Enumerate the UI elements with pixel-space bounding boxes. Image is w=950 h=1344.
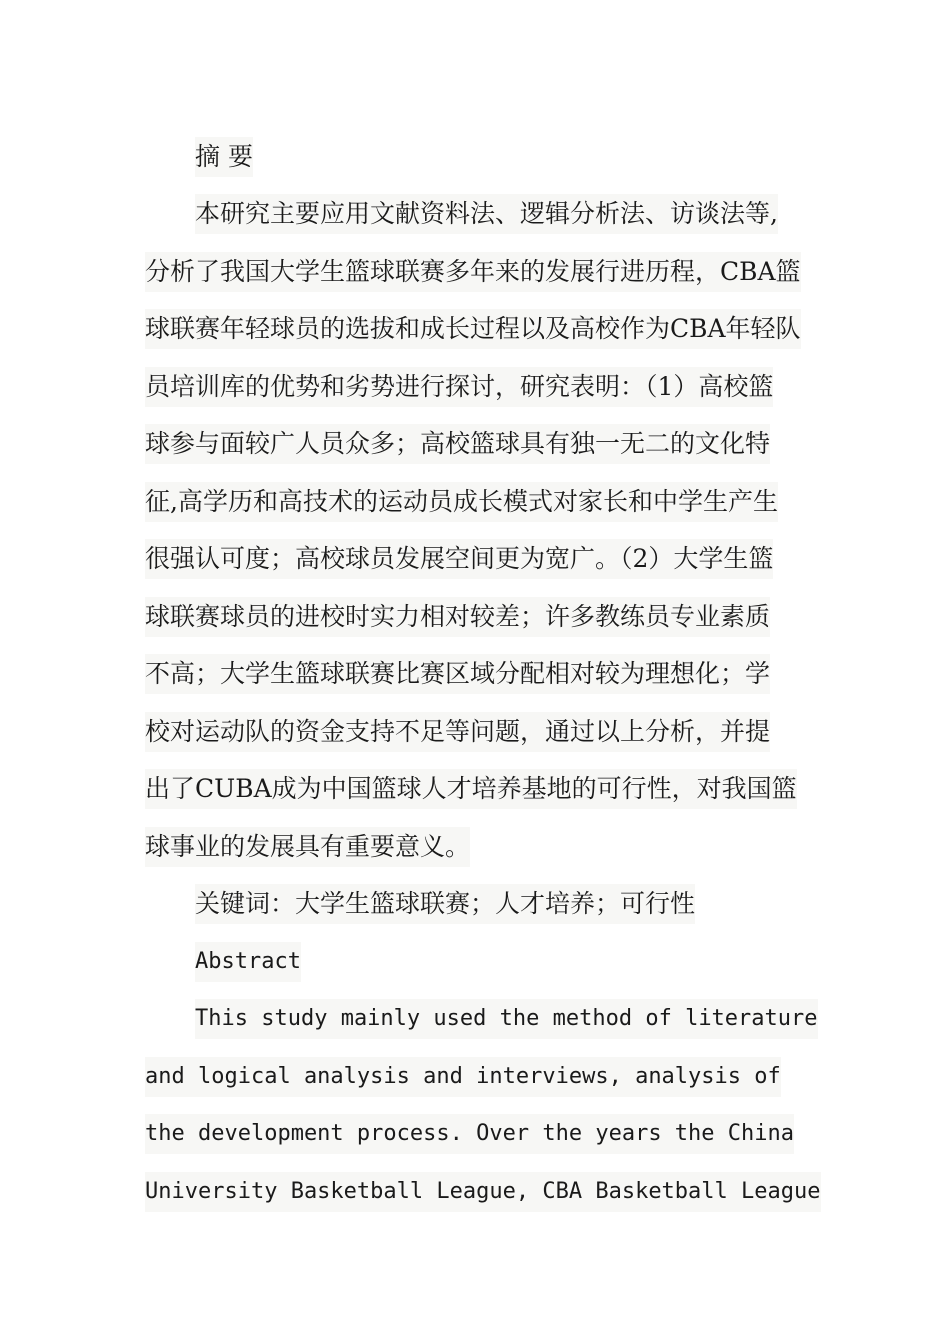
abstract-en-line-4: University Basketball League, CBA Basketball League [145,1172,821,1212]
abstract-heading-cn: 摘 要 [195,137,253,177]
abstract-en-line-1: This study mainly used the method of literature [195,999,818,1039]
abstract-cn-line-5: 球参与面较广人员众多；高校篮球具有独一无二的文化特 [145,424,770,464]
abstract-cn-line-3: 球联赛年轻球员的选拔和成长过程以及高校作为CBA年轻队 [145,309,801,349]
keywords-cn: 关键词：大学生篮球联赛；人才培养；可行性 [195,884,695,924]
abstract-heading-en: Abstract [195,942,301,982]
abstract-cn-line-10: 校对运动队的资金支持不足等问题，通过以上分析，并提 [145,712,770,752]
abstract-cn-line-2: 分析了我国大学生篮球联赛多年来的发展行进历程，CBA篮 [145,252,801,292]
abstract-cn-line-11: 出了CUBA成为中国篮球人才培养基地的可行性，对我国篮 [145,769,797,809]
abstract-cn-line-6: 征,高学历和高技术的运动员成长模式对家长和中学生产生 [145,482,778,522]
abstract-cn-line-4: 员培训库的优势和劣势进行探讨，研究表明：（1）高校篮 [145,367,773,407]
abstract-cn-line-8: 球联赛球员的进校时实力相对较差；许多教练员专业素质 [145,597,770,637]
abstract-en-line-3: the development process. Over the years the China [145,1114,794,1154]
abstract-cn-line-1: 本研究主要应用文献资料法、逻辑分析法、访谈法等, [195,194,778,234]
abstract-cn-line-9: 不高；大学生篮球联赛比赛区域分配相对较为理想化；学 [145,654,770,694]
abstract-cn-line-12: 球事业的发展具有重要意义。 [145,827,470,867]
abstract-en-line-2: and logical analysis and interviews, analysis of [145,1057,781,1097]
abstract-cn-line-7: 很强认可度；高校球员发展空间更为宽广。（2）大学生篮 [145,539,773,579]
